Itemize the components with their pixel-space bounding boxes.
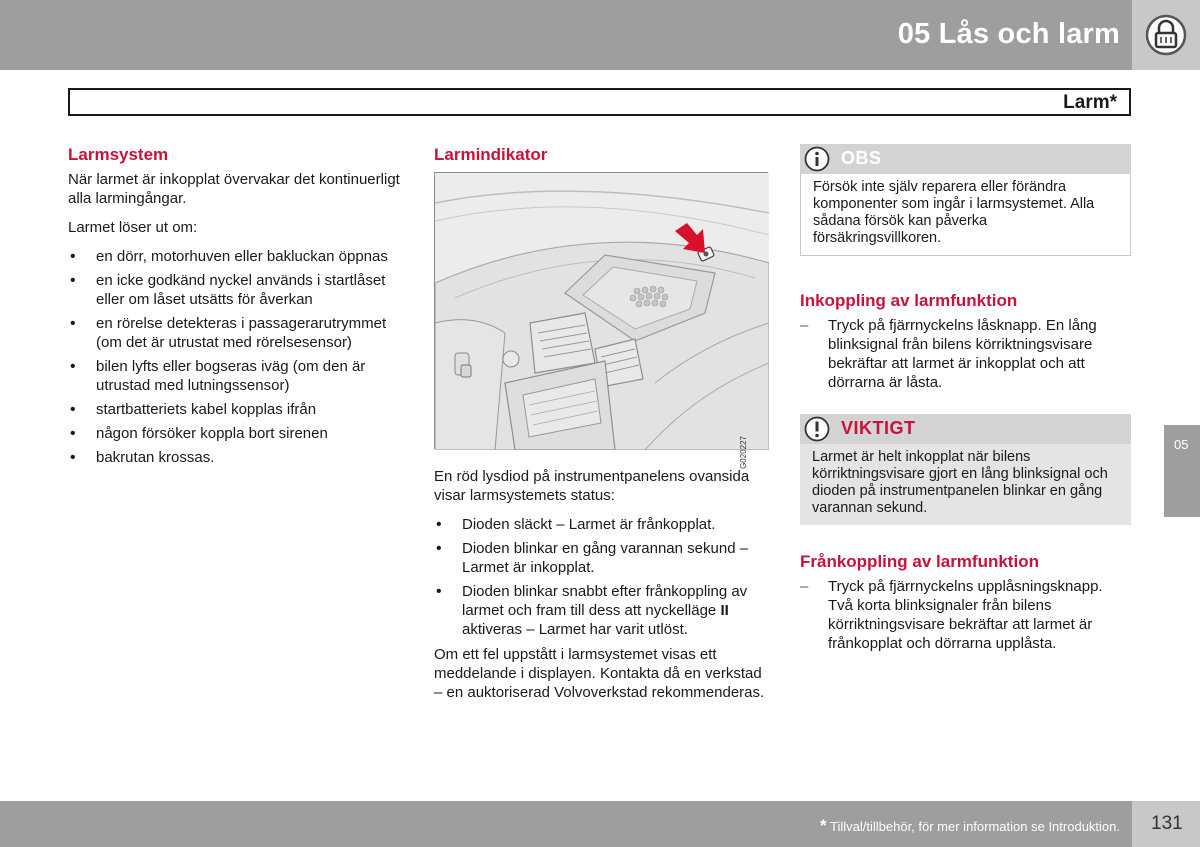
exclamation-icon <box>804 416 830 442</box>
heading-larmindikator: Larmindikator <box>434 145 548 164</box>
heading-larmsystem: Larmsystem <box>68 145 169 164</box>
obs-box <box>800 144 1131 256</box>
column-larmsystem <box>68 144 403 473</box>
chapter-tab-label: 05 <box>1174 437 1189 452</box>
heading-inkoppling: Inkoppling av larmfunktion <box>800 291 1018 310</box>
list-item: • en icke godkänd nyckel används i startlåset eller om låset utsätts för åverkan <box>68 271 403 309</box>
trigger-list <box>68 247 403 467</box>
paragraph: När larmet är inkopplat övervakar det kontinuerligt alla larmingångar. <box>68 171 400 207</box>
inkoppling-steps <box>800 316 1131 392</box>
obs-header <box>800 144 1131 174</box>
list-item: • bilen lyfts eller bogseras iväg (om den är utrustad med lutningssensor) <box>68 357 403 395</box>
paragraph: En röd lysdiod på instrumentpanelens ovansida visar larmsystemets status: <box>434 468 750 504</box>
paragraph: Larmet löser ut om: <box>68 219 198 236</box>
page-number: 131 <box>1151 813 1183 834</box>
info-icon <box>804 146 830 172</box>
obs-title: OBS <box>841 148 882 168</box>
viktigt-header <box>800 414 1131 444</box>
viktigt-text: Larmet är helt inkopplat när bilens körriktningsvisare gjort en lång blinksignal och dioden på instrumentpanelen blinkar en gång varannan sekund. <box>812 449 1108 516</box>
footnote-asterisk: * <box>820 816 827 835</box>
column-functions <box>800 144 1131 653</box>
figure-id: G020227 <box>739 436 748 469</box>
step-item: – Tryck på fjärrnyckelns låsknapp. En lång blinksignal från bilens körriktningsvisare bekräftar att larmet är inkopplat och att dörrarna är låsta. <box>800 316 1131 392</box>
list-item: • Dioden släckt – Larmet är frånkopplat. <box>434 515 769 534</box>
list-item: • Dioden blinkar en gång varannan sekund – Larmet är inkopplat. <box>434 539 769 577</box>
viktigt-box <box>800 414 1131 525</box>
list-item-text: aktiveras – Larmet har varit utlöst. <box>462 621 688 638</box>
section-bar <box>68 88 1131 116</box>
chapter-icon-box <box>1132 0 1200 70</box>
page-number-box <box>1132 801 1200 847</box>
paragraph: Om ett fel uppstått i larmsystemet visas ett meddelande i displayen. Kontakta då en verkstad – en auktoriserad Volvoverkstad rekommenderas. <box>434 646 765 701</box>
list-item-text: Dioden blinkar snabbt efter frånkoppling av larmet och fram till dess att nyckelläge <box>462 583 748 619</box>
list-item: • någon försöker koppla bort sirenen <box>68 424 403 443</box>
step-item: – Tryck på fjärrnyckelns upplåsningsknapp. Två korta blinksignaler från bilens körriktningsvisare bekräftar att larmet är frånkopplat och dörrarna upplåsta. <box>800 577 1131 653</box>
list-item <box>434 582 769 639</box>
status-list <box>434 515 769 639</box>
list-item: • en rörelse detekteras i passagerarutrymmet (om det är utrustat med rörelsesensor) <box>68 314 403 352</box>
footnote <box>820 816 1120 836</box>
key-position: II <box>720 602 729 619</box>
column-larmindikator <box>434 144 769 712</box>
chapter-title: 05 Lås och larm <box>897 18 1120 50</box>
padlock-icon <box>1144 14 1188 56</box>
list-item: • en dörr, motorhuven eller bakluckan öppnas <box>68 247 403 266</box>
dashboard-illustration <box>434 172 768 469</box>
footnote-text: Tillval/tillbehör, för mer information se Introduktion. <box>826 819 1120 834</box>
list-item: • bakrutan krossas. <box>68 448 403 467</box>
page-footer <box>0 801 1132 847</box>
list-item: • startbatteriets kabel kopplas ifrån <box>68 400 403 419</box>
section-title: Larm* <box>1063 92 1117 113</box>
chapter-header <box>0 0 1132 70</box>
viktigt-title: VIKTIGT <box>841 418 916 438</box>
obs-text: Försök inte själv reparera eller förändra komponenter som ingår i larmsystemet. Alla sådana försök kan påverka försäkringsvillkoren. <box>800 174 1131 256</box>
frankoppling-steps <box>800 577 1131 653</box>
chapter-tab <box>1164 425 1200 517</box>
heading-frankoppling: Frånkoppling av larmfunktion <box>800 552 1039 571</box>
